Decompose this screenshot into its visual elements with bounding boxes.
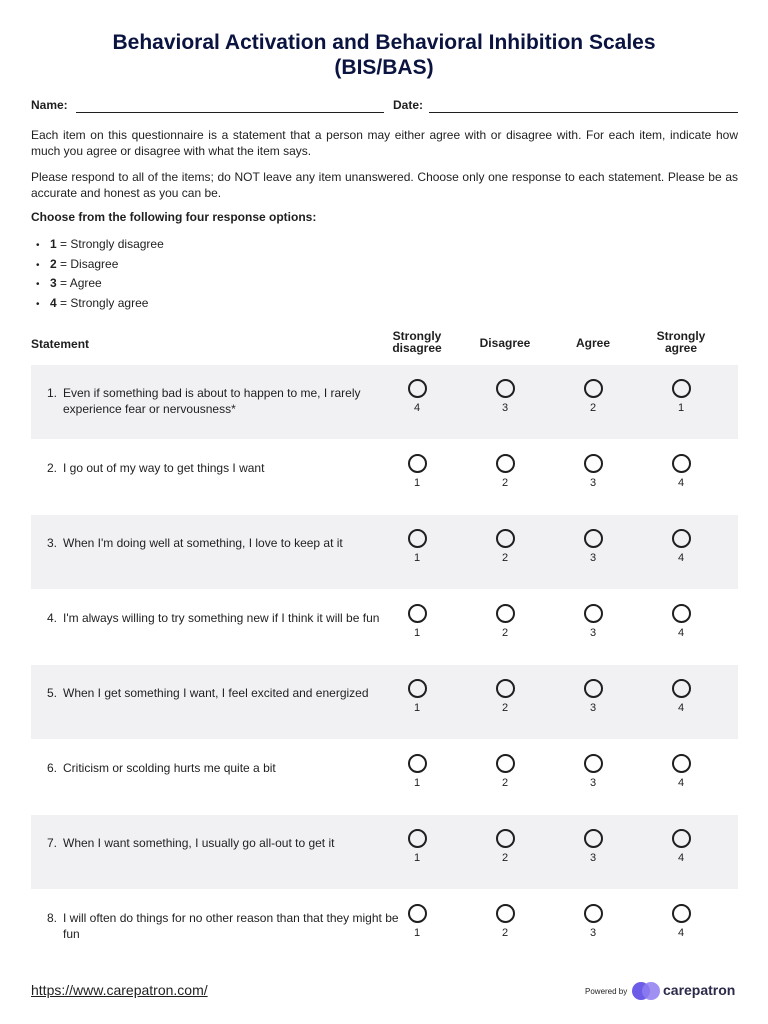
score-value: 1 <box>413 627 421 639</box>
radio-button[interactable] <box>672 904 691 923</box>
score-value: 3 <box>589 777 597 789</box>
radio-button[interactable] <box>496 454 515 473</box>
score-value: 3 <box>501 402 509 414</box>
item-number: 8. <box>47 911 58 925</box>
response-option-cell <box>485 529 525 564</box>
score-value: 2 <box>501 477 509 489</box>
table-row <box>31 515 738 589</box>
radio-button[interactable] <box>584 754 603 773</box>
table-row <box>31 665 738 739</box>
radio-button[interactable] <box>672 529 691 548</box>
score-value: 1 <box>413 777 421 789</box>
score-value: 3 <box>589 552 597 564</box>
response-option <box>36 295 164 315</box>
item-number: 1. <box>47 386 58 400</box>
radio-button[interactable] <box>496 754 515 773</box>
column-header <box>377 330 457 354</box>
response-option-cell <box>573 904 613 939</box>
item-statement: When I want something, I usually go all-out to get it <box>63 836 335 850</box>
response-option-cell <box>661 754 701 789</box>
score-value: 2 <box>501 702 509 714</box>
column-header-line-1: Strongly <box>656 329 706 343</box>
item-number: 4. <box>47 611 58 625</box>
score-value: 4 <box>677 477 685 489</box>
radio-button[interactable] <box>672 829 691 848</box>
response-option-text: = Strongly disagree <box>60 237 164 251</box>
column-header <box>553 337 633 349</box>
response-option-cell <box>485 679 525 714</box>
statement-header: Statement <box>31 337 90 351</box>
score-value: 4 <box>677 627 685 639</box>
column-header <box>641 330 721 354</box>
score-value: 2 <box>501 627 509 639</box>
response-option-cell <box>573 379 613 414</box>
bullet-icon: • <box>36 259 40 271</box>
radio-button[interactable] <box>672 604 691 623</box>
response-option-cell <box>397 529 437 564</box>
column-header-line-2: agree <box>664 341 698 355</box>
column-header-line-1: Agree <box>575 336 610 350</box>
score-value: 1 <box>413 852 421 864</box>
response-option-cell <box>397 454 437 489</box>
response-option-cell <box>397 379 437 414</box>
response-option-cell <box>573 679 613 714</box>
instructions-paragraph-1: Each item on this questionnaire is a statement that a person may either agree with or disagree with. For each item, indicate how much you agree or disagree with what the item says. <box>31 128 738 158</box>
response-option-value: 4 <box>50 295 57 310</box>
response-option-cell <box>485 754 525 789</box>
score-value: 1 <box>677 402 685 414</box>
response-option <box>36 256 164 276</box>
item-statement: Criticism or scolding hurts me quite a bit <box>63 761 276 775</box>
response-option-cell <box>661 904 701 939</box>
name-label: Name: <box>31 98 68 112</box>
name-field[interactable] <box>76 112 384 113</box>
response-option-cell <box>397 904 437 939</box>
score-value: 3 <box>589 477 597 489</box>
item-statement: Even if something bad is about to happen to me, I rarely experience fear or nervousness* <box>63 386 361 416</box>
response-options-list <box>36 236 164 314</box>
radio-button[interactable] <box>672 379 691 398</box>
response-option-value: 2 <box>50 256 57 271</box>
radio-button[interactable] <box>408 604 427 623</box>
score-value: 2 <box>501 927 509 939</box>
radio-button[interactable] <box>496 379 515 398</box>
table-row <box>31 590 738 664</box>
title-line-2: (BIS/BAS) <box>334 56 434 79</box>
score-value: 2 <box>501 552 509 564</box>
bullet-icon: • <box>36 298 40 310</box>
response-option-value: 1 <box>50 237 57 251</box>
radio-button[interactable] <box>496 604 515 623</box>
score-value: 3 <box>589 927 597 939</box>
response-option-cell <box>661 679 701 714</box>
page-title <box>0 30 768 80</box>
response-option-cell <box>485 454 525 489</box>
item-number: 2. <box>47 461 58 475</box>
table-row <box>31 815 738 889</box>
response-option-cell <box>485 904 525 939</box>
item-statement: I'm always willing to try something new if I think it will be fun <box>63 611 380 625</box>
radio-button[interactable] <box>584 454 603 473</box>
response-option-cell <box>661 379 701 414</box>
carepatron-logo-icon <box>631 981 661 1006</box>
table-row <box>31 365 738 439</box>
response-option-text: = Disagree <box>60 256 119 271</box>
radio-button[interactable] <box>408 454 427 473</box>
radio-button[interactable] <box>496 904 515 923</box>
item-statement: I will often do things for no other reason than that they might be fun <box>63 911 399 941</box>
radio-button[interactable] <box>496 529 515 548</box>
column-header <box>465 337 545 349</box>
instructions-paragraph-2: Please respond to all of the items; do NOT leave any item unanswered. Choose only one response to each statement. Please be as accurate and honest as you can be. <box>31 170 738 200</box>
powered-by-carepatron <box>585 980 740 1002</box>
response-option-cell <box>573 604 613 639</box>
response-option-cell <box>661 604 701 639</box>
response-options-heading: Choose from the following four response options: <box>31 210 317 224</box>
response-option-value: 3 <box>50 276 57 290</box>
response-option-cell <box>397 754 437 789</box>
response-option-cell <box>573 529 613 564</box>
score-value: 1 <box>413 477 421 489</box>
title-line-1: Behavioral Activation and Behavioral Inhibition Scales <box>112 31 656 54</box>
response-option-cell <box>573 754 613 789</box>
item-statement: I go out of my way to get things I want <box>63 461 265 475</box>
radio-button[interactable] <box>672 679 691 698</box>
item-number: 5. <box>47 686 58 700</box>
bullet-icon: • <box>36 279 40 290</box>
score-value: 1 <box>413 702 421 714</box>
score-value: 4 <box>677 777 685 789</box>
radio-button[interactable] <box>672 754 691 773</box>
item-statement: When I get something I want, I feel excited and energized <box>63 686 369 700</box>
score-value: 2 <box>501 777 509 789</box>
response-option-cell <box>661 529 701 564</box>
carepatron-link[interactable]: https://www.carepatron.com/ <box>31 982 208 998</box>
item-number: 6. <box>47 761 58 775</box>
radio-button[interactable] <box>584 829 603 848</box>
radio-button[interactable] <box>408 379 427 398</box>
radio-button[interactable] <box>408 904 427 923</box>
response-option-cell <box>397 679 437 714</box>
radio-button[interactable] <box>672 454 691 473</box>
date-field[interactable] <box>429 112 738 113</box>
radio-button[interactable] <box>408 679 427 698</box>
score-value: 4 <box>677 552 685 564</box>
column-header-line-1: Disagree <box>479 336 531 350</box>
radio-button[interactable] <box>496 829 515 848</box>
table-row <box>31 440 738 514</box>
score-value: 4 <box>677 702 685 714</box>
radio-button[interactable] <box>408 829 427 848</box>
radio-button[interactable] <box>408 754 427 773</box>
score-value: 4 <box>677 852 685 864</box>
score-value: 4 <box>413 402 421 414</box>
response-option <box>36 275 164 295</box>
score-value: 1 <box>413 927 421 939</box>
radio-button[interactable] <box>584 904 603 923</box>
score-value: 3 <box>589 627 597 639</box>
score-value: 3 <box>589 852 597 864</box>
bullet-icon: • <box>36 240 40 251</box>
radio-button[interactable] <box>584 679 603 698</box>
response-option-cell <box>485 829 525 864</box>
response-option-cell <box>397 829 437 864</box>
response-option-text: = Strongly agree <box>60 295 149 310</box>
carepatron-brand-name: carepatron <box>663 982 736 998</box>
response-option-cell <box>397 604 437 639</box>
score-value: 4 <box>677 927 685 939</box>
table-header <box>31 330 738 360</box>
table-row <box>31 740 738 814</box>
radio-button[interactable] <box>408 529 427 548</box>
radio-button[interactable] <box>584 529 603 548</box>
score-value: 3 <box>589 702 597 714</box>
item-statement: When I'm doing well at something, I love to keep at it <box>63 536 343 550</box>
item-number: 7. <box>47 836 58 850</box>
response-option-cell <box>661 829 701 864</box>
response-option-cell <box>485 604 525 639</box>
table-row <box>31 890 738 964</box>
powered-by-label: Powered by <box>585 987 628 996</box>
item-number: 3. <box>47 536 58 550</box>
response-option-cell <box>573 454 613 489</box>
column-header-line-2: disagree <box>392 341 442 355</box>
response-option <box>36 236 164 256</box>
radio-button[interactable] <box>584 379 603 398</box>
score-value: 2 <box>589 402 597 414</box>
radio-button[interactable] <box>496 679 515 698</box>
radio-button[interactable] <box>584 604 603 623</box>
name-date-row <box>31 98 738 116</box>
response-option-text: = Agree <box>60 276 102 290</box>
response-option-cell <box>485 379 525 414</box>
score-value: 2 <box>501 852 509 864</box>
score-value: 1 <box>413 552 421 564</box>
response-option-cell <box>661 454 701 489</box>
response-option-cell <box>573 829 613 864</box>
date-label: Date: <box>393 98 424 112</box>
column-header-line-1: Strongly <box>392 329 442 343</box>
